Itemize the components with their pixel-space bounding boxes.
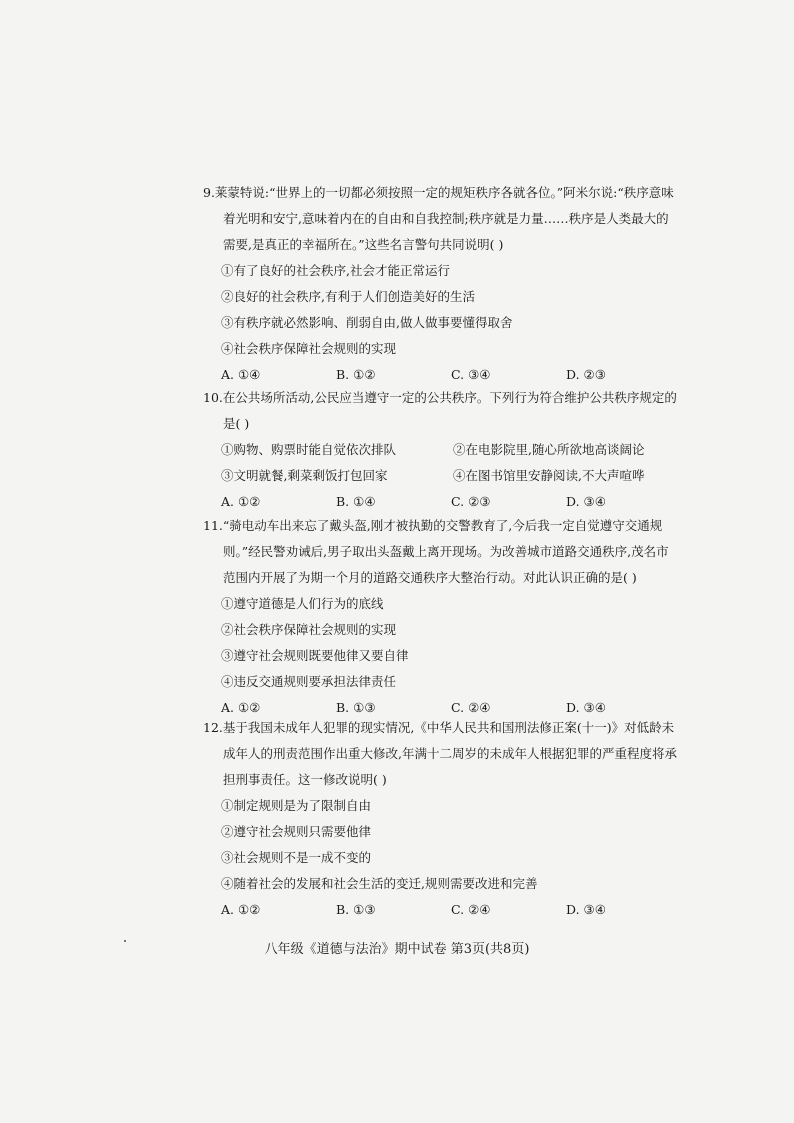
question-11 [203, 513, 681, 721]
statement-3: ③社会规则不是一成不变的 [221, 850, 372, 865]
question-stem: 12.基于我国未成年人犯罪的现实情况,《中华人民共和国刑法修正案(十一)》对低龄未成年人的刑责范围作出重大修改,年满十二周岁的未成年人根据犯罪的严重程度将承担刑事责任。这一修改说明( ) [203, 720, 677, 787]
statement-4: ④随着社会的发展和社会生活的变迁,规则需要改进和完善 [221, 876, 538, 891]
question-stem: 9.莱蒙特说:“世界上的一切都必须按照一定的规矩秩序各就各位。”阿米尔说:“秩序意味着光明和安宁,意味着内在的自由和自我控制;秩序就是力量……秩序是人类最大的需要,是真正的幸福所在。”这些名言警句共同说明( ) [203, 185, 674, 252]
choice-c: C. ③④ [451, 367, 491, 382]
statement-1: ①制定规则是为了限制自由 [221, 798, 372, 813]
statement-4: ④违反交通规则要承担法律责任 [221, 674, 397, 689]
answer-choices [203, 897, 681, 923]
choice-a: A. ①② [221, 700, 261, 715]
choice-a: A. ①② [221, 902, 261, 917]
choice-b: B. ①② [336, 367, 376, 382]
question-stem: 10.在公共场所活动,公民应当遵守一定的公共秩序。下列行为符合维护公共秩序规定的是( ) [203, 390, 677, 431]
statement-2: ②遵守社会规则只需要他律 [221, 824, 372, 839]
statement-2: ②在电影院里,随心所欲地高谈阔论 [453, 442, 645, 457]
choice-a: A. ①② [221, 494, 261, 509]
statement-1: ①遵守道德是人们行为的底线 [221, 596, 384, 611]
choice-d: D. ③④ [566, 902, 606, 917]
choice-c: C. ②③ [451, 494, 491, 509]
statement-4: ④在图书馆里安静阅读,不大声喧哗 [453, 468, 645, 483]
statement-2: ②社会秩序保障社会规则的实现 [221, 622, 397, 637]
statement-grid [203, 437, 681, 489]
statement-3: ③文明就餐,剩菜剩饭打包回家 [221, 468, 388, 483]
question-stem: 11.“骑电动车出来忘了戴头盔,刚才被执勤的交警教育了,今后我一定自觉遵守交通规则。”经民警劝诫后,男子取出头盔戴上离开现场。为改善城市道路交通秩序,茂名市范围内开展了为期一个月的道路交通秩序大整治行动。对此认识正确的是( ) [203, 518, 669, 585]
choice-b: B. ①③ [336, 700, 376, 715]
choice-c: C. ②④ [451, 700, 491, 715]
page-footer: 八年级《道德与法治》期中试卷 第3页(共8页) [264, 942, 530, 957]
question-12 [203, 715, 681, 923]
statement-4: ④社会秩序保障社会规则的实现 [221, 341, 397, 356]
statement-3: ③遵守社会规则既要他律又要自律 [221, 648, 409, 663]
question-9 [203, 180, 681, 388]
statement-1: ①购物、购票时能自觉依次排队 [221, 442, 397, 457]
question-10 [203, 385, 681, 515]
answer-choices [203, 489, 681, 515]
statement-1: ①有了良好的社会秩序,社会才能正常运行 [221, 263, 450, 278]
choice-b: B. ①③ [336, 902, 376, 917]
statement-3: ③有秩序就必然影响、削弱自由,做人做事要懂得取舍 [221, 315, 513, 330]
statement-2: ②良好的社会秩序,有利于人们创造美好的生活 [221, 289, 475, 304]
choice-a: A. ①④ [221, 367, 261, 382]
choice-b: B. ①④ [336, 494, 376, 509]
choice-d: D. ③④ [566, 700, 606, 715]
choice-d: D. ③④ [566, 494, 606, 509]
choice-c: C. ②④ [451, 902, 491, 917]
choice-d: D. ②③ [566, 367, 606, 382]
